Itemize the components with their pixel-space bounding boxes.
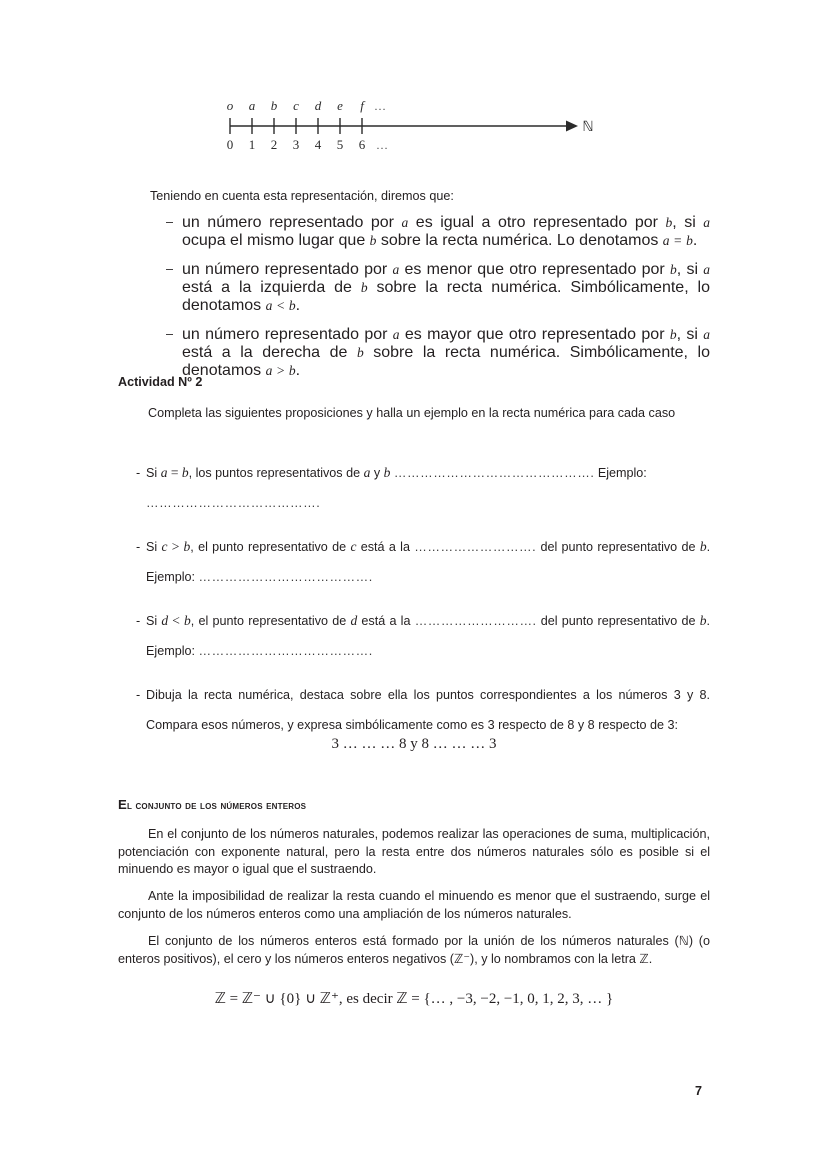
activity-item-var-a: a (363, 465, 371, 480)
number-line-number-5: 5 (336, 137, 344, 152)
number-line-number-4: 4 (314, 137, 322, 152)
number-line-number-1: 1 (248, 137, 256, 152)
activity-item-text-3: del punto representativo de (540, 614, 696, 628)
activity-item-text-2: está a la (361, 614, 411, 628)
activity-blank-1[interactable]: ………………………………………. (393, 466, 595, 480)
activity-item-condition: c > b (161, 539, 191, 554)
activity-blank-2[interactable]: …………………………………. (198, 644, 373, 658)
number-line-letter-o: o (226, 98, 234, 113)
activity-item-text-3: del punto representativo de (540, 540, 696, 554)
paragraph-text: Ante la imposibilidad de realizar la resta cuando el minuendo es menor que el sustraendo, surge el conjunto de los números enteros como una ampliación de los números naturales. (118, 889, 710, 921)
bullet-dash-icon: – (166, 215, 174, 229)
number-line-letter-b: b (270, 98, 278, 113)
activity-intro-text: Completa las siguientes proposiciones y halla un ejemplo en la recta numérica para cada caso (148, 406, 676, 420)
activity-item-equal (118, 458, 710, 518)
section-paragraph-1 (118, 826, 710, 879)
section-heading-rest: l conjunto de los números enteros (127, 800, 307, 812)
item-dash-icon: - (136, 688, 141, 702)
activity-item-condition: d < b (161, 613, 191, 628)
list-item (118, 326, 710, 380)
bullet-dash-icon: – (166, 327, 174, 341)
number-line-arrowhead (566, 121, 578, 132)
number-line-numbers-ellipsis: … (376, 138, 388, 152)
number-line-letter-f: f (360, 98, 364, 113)
section-paragraph-2 (118, 888, 710, 923)
lead-text: Teniendo en cuenta esta representación, diremos que: (150, 189, 454, 203)
paragraph-text: El conjunto de los números enteros está formado por la unión de los números naturales (ℕ) (o enteros positivos), el cero y los números enteros negativos (ℤ⁻), y lo nombramos con la letra ℤ. (118, 934, 710, 966)
activity-intro (118, 405, 710, 423)
activity-item-var-b: b (383, 465, 391, 480)
comparison-bullet-list (118, 214, 710, 391)
activity-item-prefix: Si (146, 540, 158, 554)
activity-item-condition: a = b (160, 465, 189, 480)
activity-item-text: Dibuja la recta numérica, destaca sobre ella los puntos correspondientes a los números 3 y 8. Compara esos números, y expresa simbólicamente como es 3 respecto de 8 y 8 respecto de 3: (146, 688, 710, 732)
activity-items (118, 458, 710, 754)
activity-item-text-1: , los puntos representativos de (188, 466, 361, 480)
paragraph-text: En el conjunto de los números naturales, podemos realizar las operaciones de suma, multiplicación, potenciación con exponente natural, pero la resta entre dos números naturales sólo es posible si el minuendo es mayor o igual que el sustraendo. (118, 827, 710, 876)
list-item-text: un número representado por a es mayor que otro representado por b, si a está a la derecha de b sobre la recta numérica. Simbólicamente, lo denotamos a > b. (182, 326, 711, 379)
activity-item-var-c: c (350, 539, 357, 554)
activity-blank-1[interactable]: ………………………. (414, 540, 537, 554)
activity-item-text-4: . Ejemplo: (146, 540, 711, 584)
activity-blank-2[interactable]: …………………………………. (198, 570, 373, 584)
activity-item-text-2: está a la (360, 540, 410, 554)
activity-item-text-1: , el punto representativo de (190, 540, 347, 554)
number-line-figure (0, 92, 828, 164)
number-line-number-0: 0 (226, 137, 234, 152)
bullet-dash-icon: – (166, 262, 174, 276)
number-line-number-6: 6 (358, 137, 366, 152)
section-heading (118, 797, 306, 812)
activity-item-less (118, 606, 710, 666)
activity-heading: Actividad Nº 2 (118, 375, 203, 389)
activity-item-prefix: Si (146, 466, 158, 480)
list-item (118, 261, 710, 315)
activity-item-example-label: Ejemplo: (597, 466, 647, 480)
page-number: 7 (695, 1084, 703, 1098)
activity-item-var-d: d (350, 613, 358, 628)
activity-blank-2[interactable]: …………………………………. (146, 496, 321, 510)
activity-item-var-b: b (699, 613, 707, 628)
activity-blank-1[interactable]: ………………………. (414, 614, 537, 628)
section-heading-initial: E (118, 797, 127, 812)
number-line-letter-e: e (337, 98, 343, 113)
activity-item-var-b: b (699, 539, 707, 554)
number-line-letter-c: c (293, 98, 299, 113)
integers-definition-formula: ℤ = ℤ⁻ ∪ {0} ∪ ℤ⁺, es decir ℤ = {… , −3, −2, −1, 0, 1, 2, 3, … } (214, 991, 614, 1007)
section-paragraph-3 (118, 933, 710, 968)
number-line-number-2: 2 (270, 137, 278, 152)
lead-paragraph (118, 188, 710, 206)
number-line-number-3: 3 (292, 137, 300, 152)
activity-item-draw (118, 680, 710, 740)
number-line-letter-d: d (314, 98, 322, 113)
activity-item-text-4: . Ejemplo: (146, 614, 711, 658)
list-item-text: un número representado por a es igual a otro representado por b, si a ocupa el mismo lugar que b sobre la recta numérica. Lo denotamos a = b. (182, 214, 711, 249)
list-item (118, 214, 710, 250)
activity-item-joiner: y (373, 466, 381, 480)
item-dash-icon: - (136, 466, 141, 480)
number-line-axis-label: ℕ (582, 120, 594, 135)
item-dash-icon: - (136, 614, 141, 628)
item-dash-icon: - (136, 540, 141, 554)
activity-item-prefix: Si (146, 614, 158, 628)
number-line-letter-a: a (248, 98, 256, 113)
list-item-text: un número representado por a es menor que otro representado por b, si a está a la izquierda de b sobre la recta numérica. Simbólicamente, lo denotamos a < b. (182, 261, 711, 314)
activity-item-greater (118, 532, 710, 592)
activity-answer-line[interactable]: 3 … … … 8 y 8 … … … 3 (331, 736, 497, 752)
activity-item-text-1: , el punto representativo de (190, 614, 347, 628)
number-line-letters-ellipsis: … (374, 99, 386, 113)
